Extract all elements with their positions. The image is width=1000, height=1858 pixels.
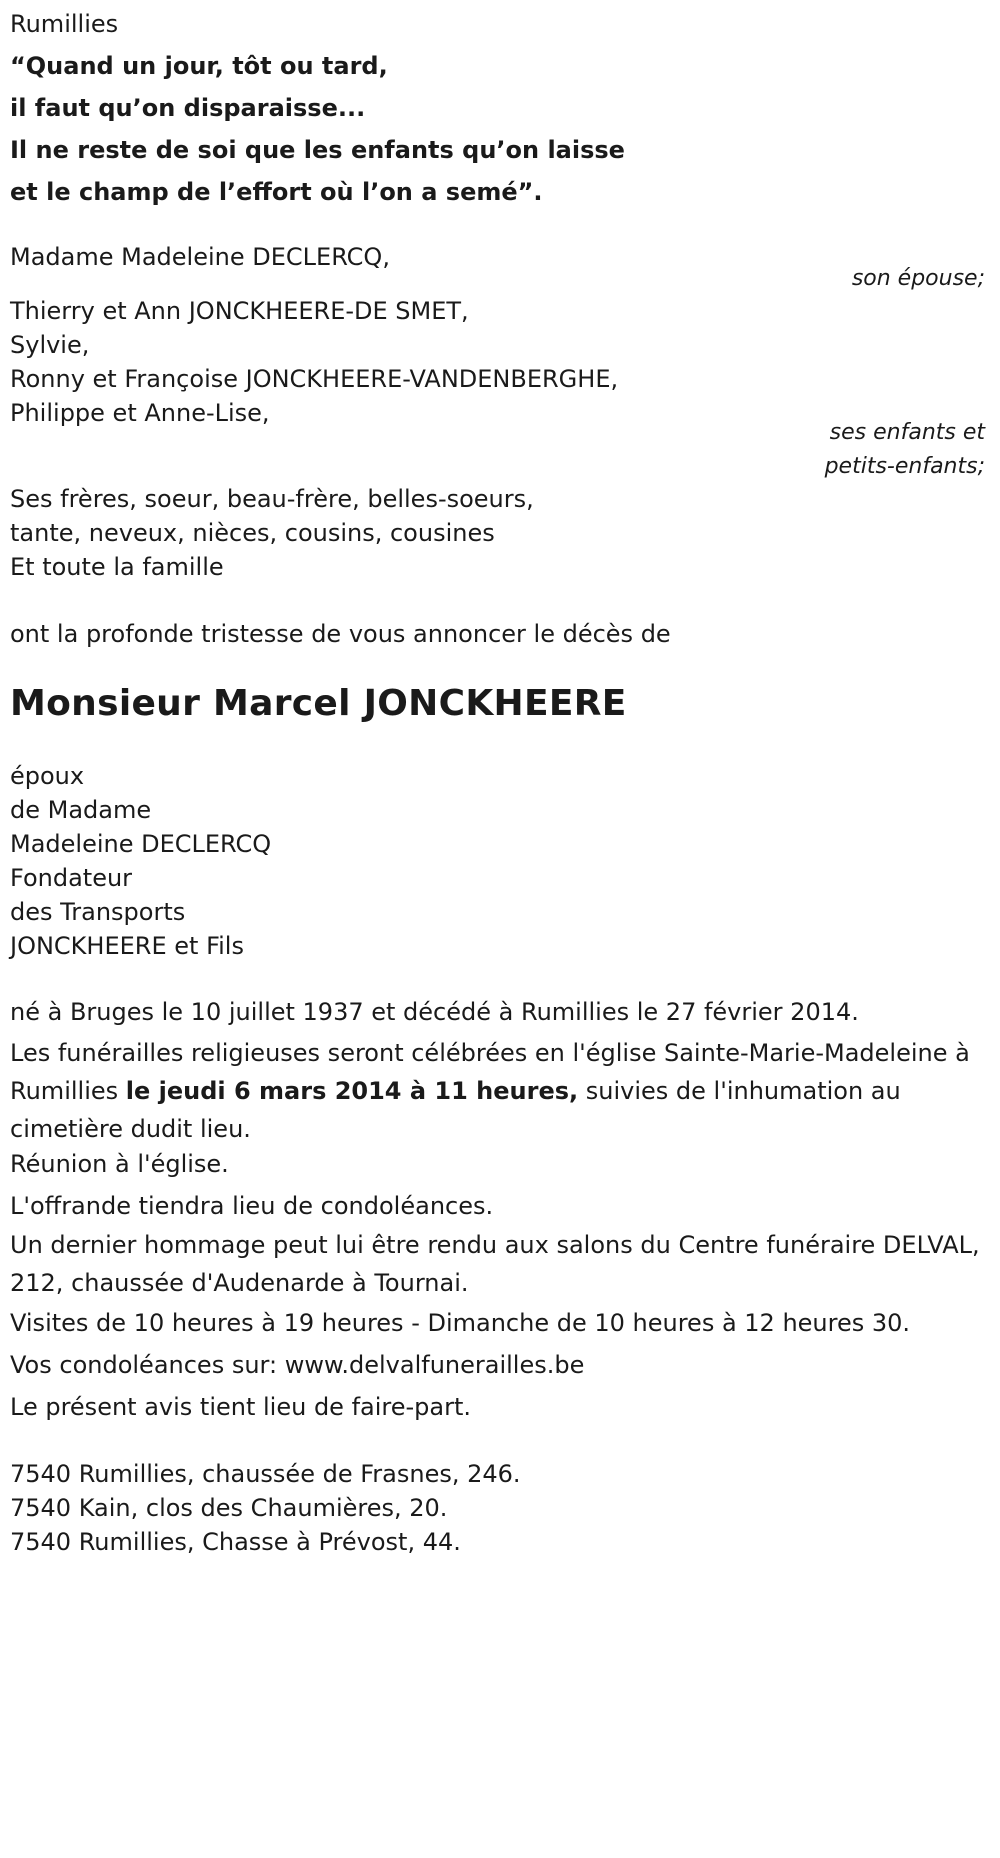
poem-line-4: et le champ de l’effort où l’on a semé”. — [10, 178, 543, 206]
title-line-6: JONCKHEERE et Fils — [10, 932, 244, 960]
title-line-5: des Transports — [10, 898, 186, 926]
children-role-line-1: ses enfants et — [829, 420, 985, 445]
address-1: 7540 Rumillies, chaussée de Frasnes, 246. — [10, 1460, 521, 1488]
condolences: Vos condoléances sur: www.delvalfunerailles.be — [10, 1351, 585, 1379]
title-line-2: de Madame — [10, 796, 152, 824]
notice: Le présent avis tient lieu de faire-part. — [10, 1393, 472, 1421]
spouse-role: son épouse; — [851, 266, 985, 291]
funeral-info — [10, 1034, 985, 1148]
children-role-line-2: petits-enfants; — [824, 454, 985, 479]
spouse-name: Madame Madeleine DECLERCQ, — [10, 243, 390, 271]
child-3: Ronny et Françoise JONCKHEERE-VANDENBERGHE, — [10, 365, 619, 393]
funeral-text-2: suivies de l'inhumation au cimetière dudit lieu. — [10, 1077, 901, 1143]
funeral-date: le jeudi 6 mars 2014 à 11 heures, — [125, 1077, 579, 1105]
address-2: 7540 Kain, clos des Chaumières, 20. — [10, 1494, 448, 1522]
family-line-2: tante, neveux, nièces, cousins, cousines — [10, 519, 495, 547]
poem-line-1: “Quand un jour, tôt ou tard, — [10, 52, 388, 80]
family-line-1: Ses frères, soeur, beau-frère, belles-soeurs, — [10, 485, 534, 513]
child-1: Thierry et Ann JONCKHEERE-DE SMET, — [10, 297, 469, 325]
deceased-name: Monsieur Marcel JONCKHEERE — [10, 683, 627, 724]
meeting: Réunion à l'église. — [10, 1150, 229, 1178]
tribute: Un dernier hommage peut lui être rendu aux salons du Centre funéraire DELVAL, 212, chaussée d'Audenarde à Tournai. — [10, 1231, 980, 1297]
title-line-3: Madeleine DECLERCQ — [10, 830, 272, 858]
place-header: Rumillies — [10, 10, 119, 38]
child-2: Sylvie, — [10, 331, 90, 359]
title-line-4: Fondateur — [10, 864, 133, 892]
funeral-text-1: Les funérailles religieuses seront célébrées en l'église Sainte-Marie-Madeleine à Rumillies — [10, 1039, 970, 1105]
announcement: ont la profonde tristesse de vous annoncer le décès de — [10, 620, 671, 648]
address-3: 7540 Rumillies, Chasse à Prévost, 44. — [10, 1528, 461, 1556]
child-4: Philippe et Anne-Lise, — [10, 399, 270, 427]
visits: Visites de 10 heures à 19 heures - Dimanche de 10 heures à 12 heures 30. — [10, 1309, 911, 1337]
family-line-3: Et toute la famille — [10, 553, 224, 581]
poem-line-3: Il ne reste de soi que les enfants qu’on laisse — [10, 136, 625, 164]
title-line-1: époux — [10, 762, 85, 790]
poem-line-2: il faut qu’on disparaisse... — [10, 94, 366, 122]
birth-death: né à Bruges le 10 juillet 1937 et décédé à Rumillies le 27 février 2014. — [10, 998, 859, 1026]
offering: L'offrande tiendra lieu de condoléances. — [10, 1192, 494, 1220]
